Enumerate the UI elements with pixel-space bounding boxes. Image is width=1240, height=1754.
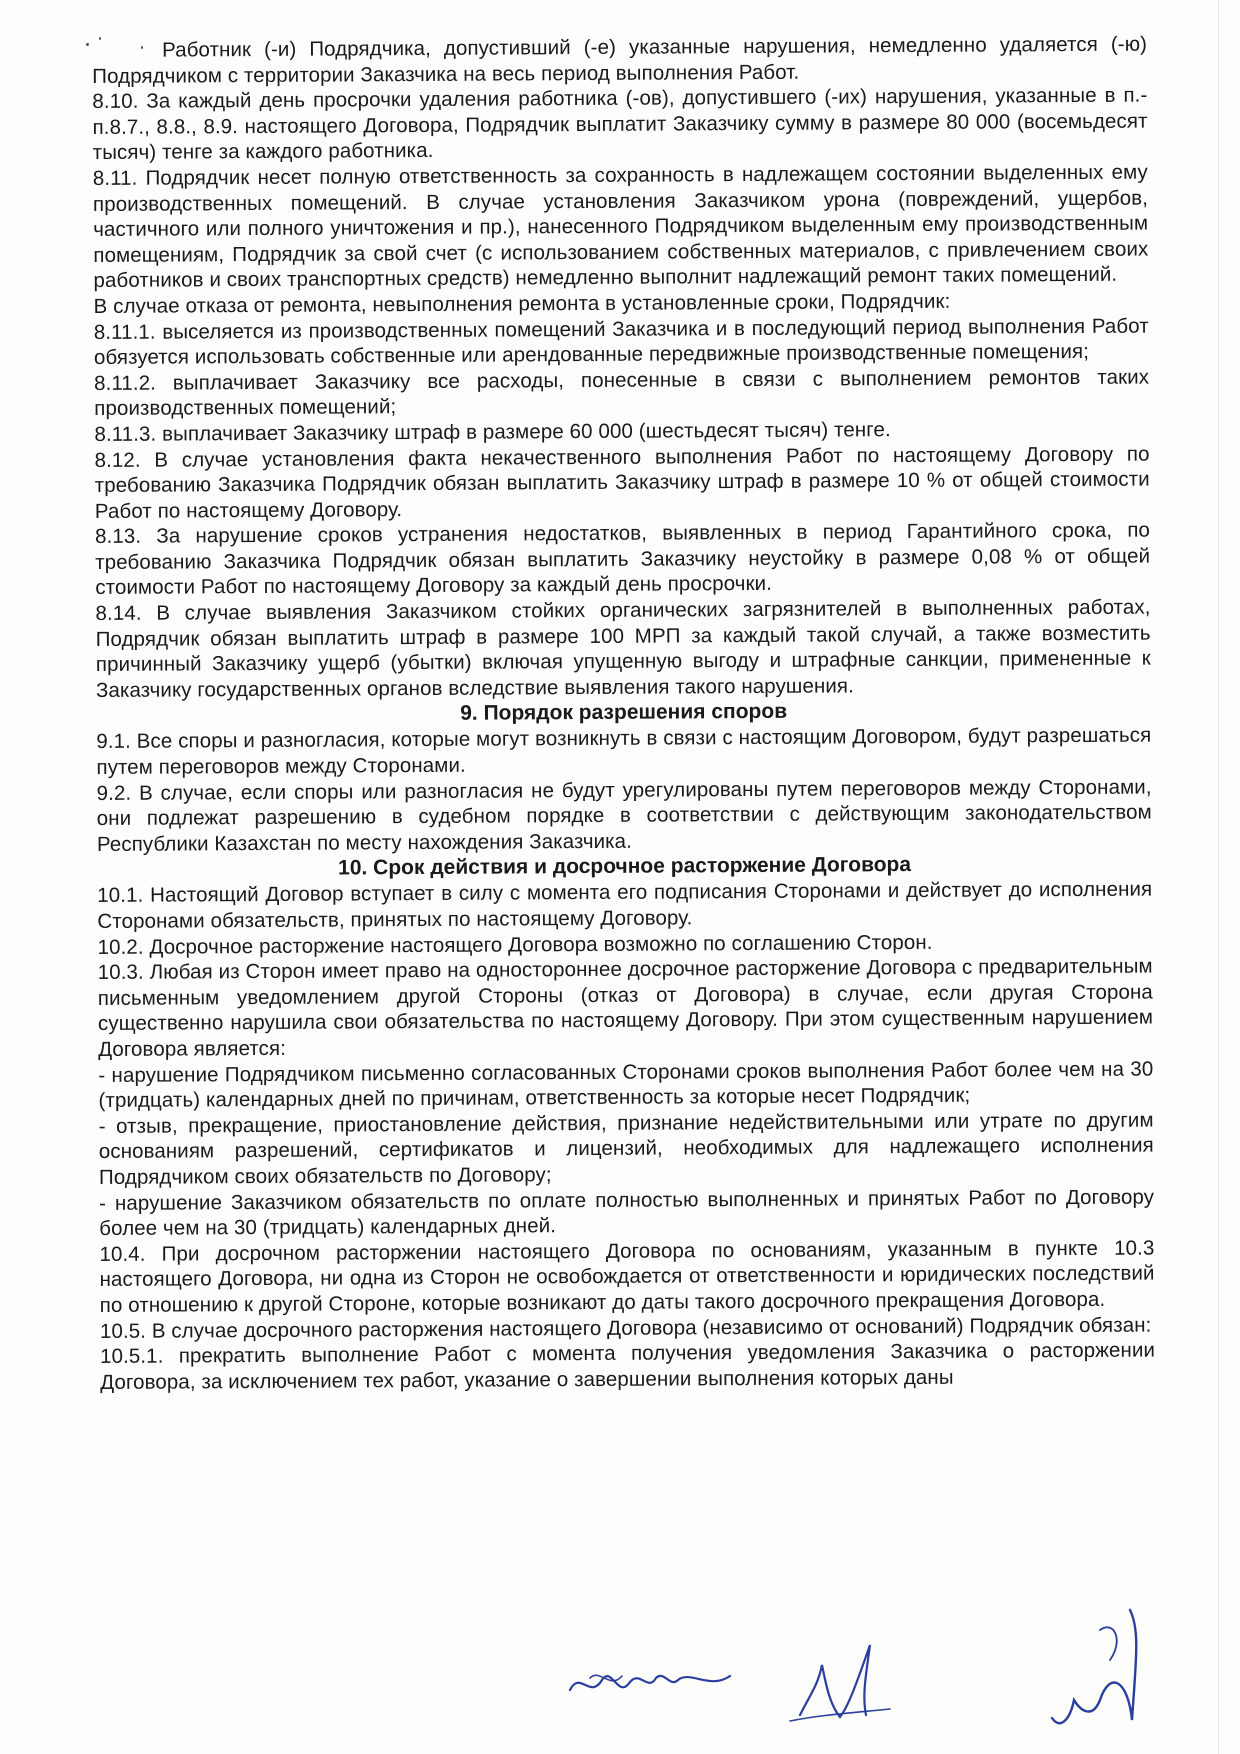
clause-paragraph: 10.5. В случае досрочного расторжения настоящего Договора (независимо от оснований) Подрядчик обязан: [99,1313,1152,1343]
signature-area [0,1600,1240,1740]
signature-3 [1040,1600,1170,1740]
clause-paragraph: 8.14. В случае выявления Заказчиком стойких органических загрязнителей в выполненных работах, Подрядчик обязан выплатить штраф в размере 100 МРП за каждый такой случай, а также возместить причинный Заказчику ущерб (убытки) включая упущенную выгоду и штрафные санкции, примененные к Заказчику государственных органов вследствие выявления такого нарушения. [95,595,1151,702]
section-heading: 10. Срок действия и досрочное расторжение Договора [338,853,912,880]
clause-paragraph: 9.2. В случае, если споры или разногласия не будут урегулированы путем переговоров между Сторонами, они подлежат разрешению в судебном порядке в соответствии с действующим законодательством Республики Казахстан по месту нахождения Заказчика. [96,775,1152,856]
clause-paragraph: В случае отказа от ремонта, невыполнения ремонта в установленные сроки, Подрядчик: [93,289,951,318]
clause-paragraph: 8.12. В случае установления факта некачественного выполнения Работ по настоящему Договору по требованию Заказчика Подрядчик обязан выплатить Заказчику штраф в размере 10 % от общей стоимости Работ по настоящему Договору. [94,442,1150,523]
clause-paragraph: 8.11.2. выплачивает Заказчику все расходы, понесенные в связи с выполнением ремонтов таких производственных помещений; [94,365,1150,421]
signature-1 [560,1630,760,1720]
clause-paragraph: 10.5.1. прекратить выполнение Работ с момента получения уведомления Заказчика о расторжении Договора, за исключением тех работ, указание о завершении выполнения которых даны [99,1338,1156,1394]
clause-paragraph: Работник (-и) Подрядчика, допустивший (-е) указанные нарушения, немедленно удаляется (-ю) Подрядчиком с территории Заказчика на весь период выполнения Работ. [92,32,1148,88]
scan-speck [86,43,89,46]
contract-page [92,32,1155,1396]
clause-paragraph: - нарушение Заказчиком обязательств по оплате полностью выполненных и принятых Работ по Договору более чем на 30 (тридцать) календарных дней. [99,1185,1155,1241]
clause-paragraph: 8.11.3. выплачивает Заказчику штраф в размере 60 000 (шестьдесят тысяч) тенге. [94,418,891,446]
clause-paragraph: 10.4. При досрочном расторжении настоящего Договора по основаниям, указанным в пункте 10.3 настоящего Договора, ни одна из Сторон не освобождается от ответственности и юридических последствий по отношению к другой Стороне, которые возникают до даты такого досрочного прекращения Договора. [99,1236,1155,1317]
clause-paragraph: 10.3. Любая из Сторон имеет право на одностороннее досрочное расторжение Договора с предварительным письменным уведомлением другой Стороны (отказ от Договора) в случае, если другая Сторона существенно нарушила свои обязательства по настоящему Договору. При этом существенным нарушением Договора является: [97,954,1154,1061]
clause-paragraph: - нарушение Подрядчиком письменно согласованных Сторонами сроков выполнения Работ более чем на 30 (тридцать) календарных дней по причинам, ответственность за которые несет Подрядчик; [98,1057,1154,1113]
page-margin-line [1218,0,1219,1754]
clause-paragraph: 9.1. Все споры и разногласия, которые могут возникнуть в связи с настоящим Договором, будут разрешаться путем переговоров между Сторонами. [96,723,1152,780]
clause-paragraph: 8.13. За нарушение сроков устранения недостатков, выявленных в период Гарантийного срока, по требованию Заказчика Подрядчик обязан выплатить Заказчику неустойку в размере 0,08 % от общей стоимости Работ по настоящему Договору за каждый день просрочки. [94,518,1151,600]
signature-2 [770,1625,910,1735]
section-heading: 9. Порядок разрешения споров [460,700,788,726]
clause-paragraph: 8.11. Подрядчик несет полную ответственность за сохранность в надлежащем состоянии выделенных ему производственных помещений. В случае установления Заказчиком урона (повреждений, ущербов, частичного или полного уничтожения и пр.), нанесенного Подрядчиком выделенным ему производственным помещениям, Подрядчик за свой счет (с использованием собственных материалов, с привлечением своих работников и своих транспортных средств) немедленно выполнит надлежащий ремонт таких помещений. [92,160,1149,293]
clause-paragraph: 8.11.1. выселяется из производственных помещений Заказчика и в последующий период выполнения Работ обязуется использовать собственные или арендованные передвижные производственные помещения; [93,314,1149,370]
clause-paragraph: 10.1. Настоящий Договор вступает в силу с момента его подписания Сторонами и действует до исполнения Сторонами обязательств, принятых по настоящему Договору. [97,877,1153,933]
clause-paragraph: 10.2. Досрочное расторжение настоящего Договора возможно по соглашению Сторон. [97,930,933,959]
clause-paragraph: 8.10. За каждый день просрочки удаления работника (-ов), допустившего (-их) нарушения, указанные в п.-п.8.7., 8.8., 8.9. настоящего Договора, Подрядчик выплатит Заказчику сумму в размере 80 000 (восемьдесят тысяч) тенге за каждого работника. [92,83,1148,165]
clause-paragraph: - отзыв, прекращение, приостановление действия, признание недействительными или утрате по другим основаниям разрешений, сертификатов и лицензий, необходимых для надлежащего исполнения Подрядчиком своих обязательств по Договору; [98,1108,1154,1189]
